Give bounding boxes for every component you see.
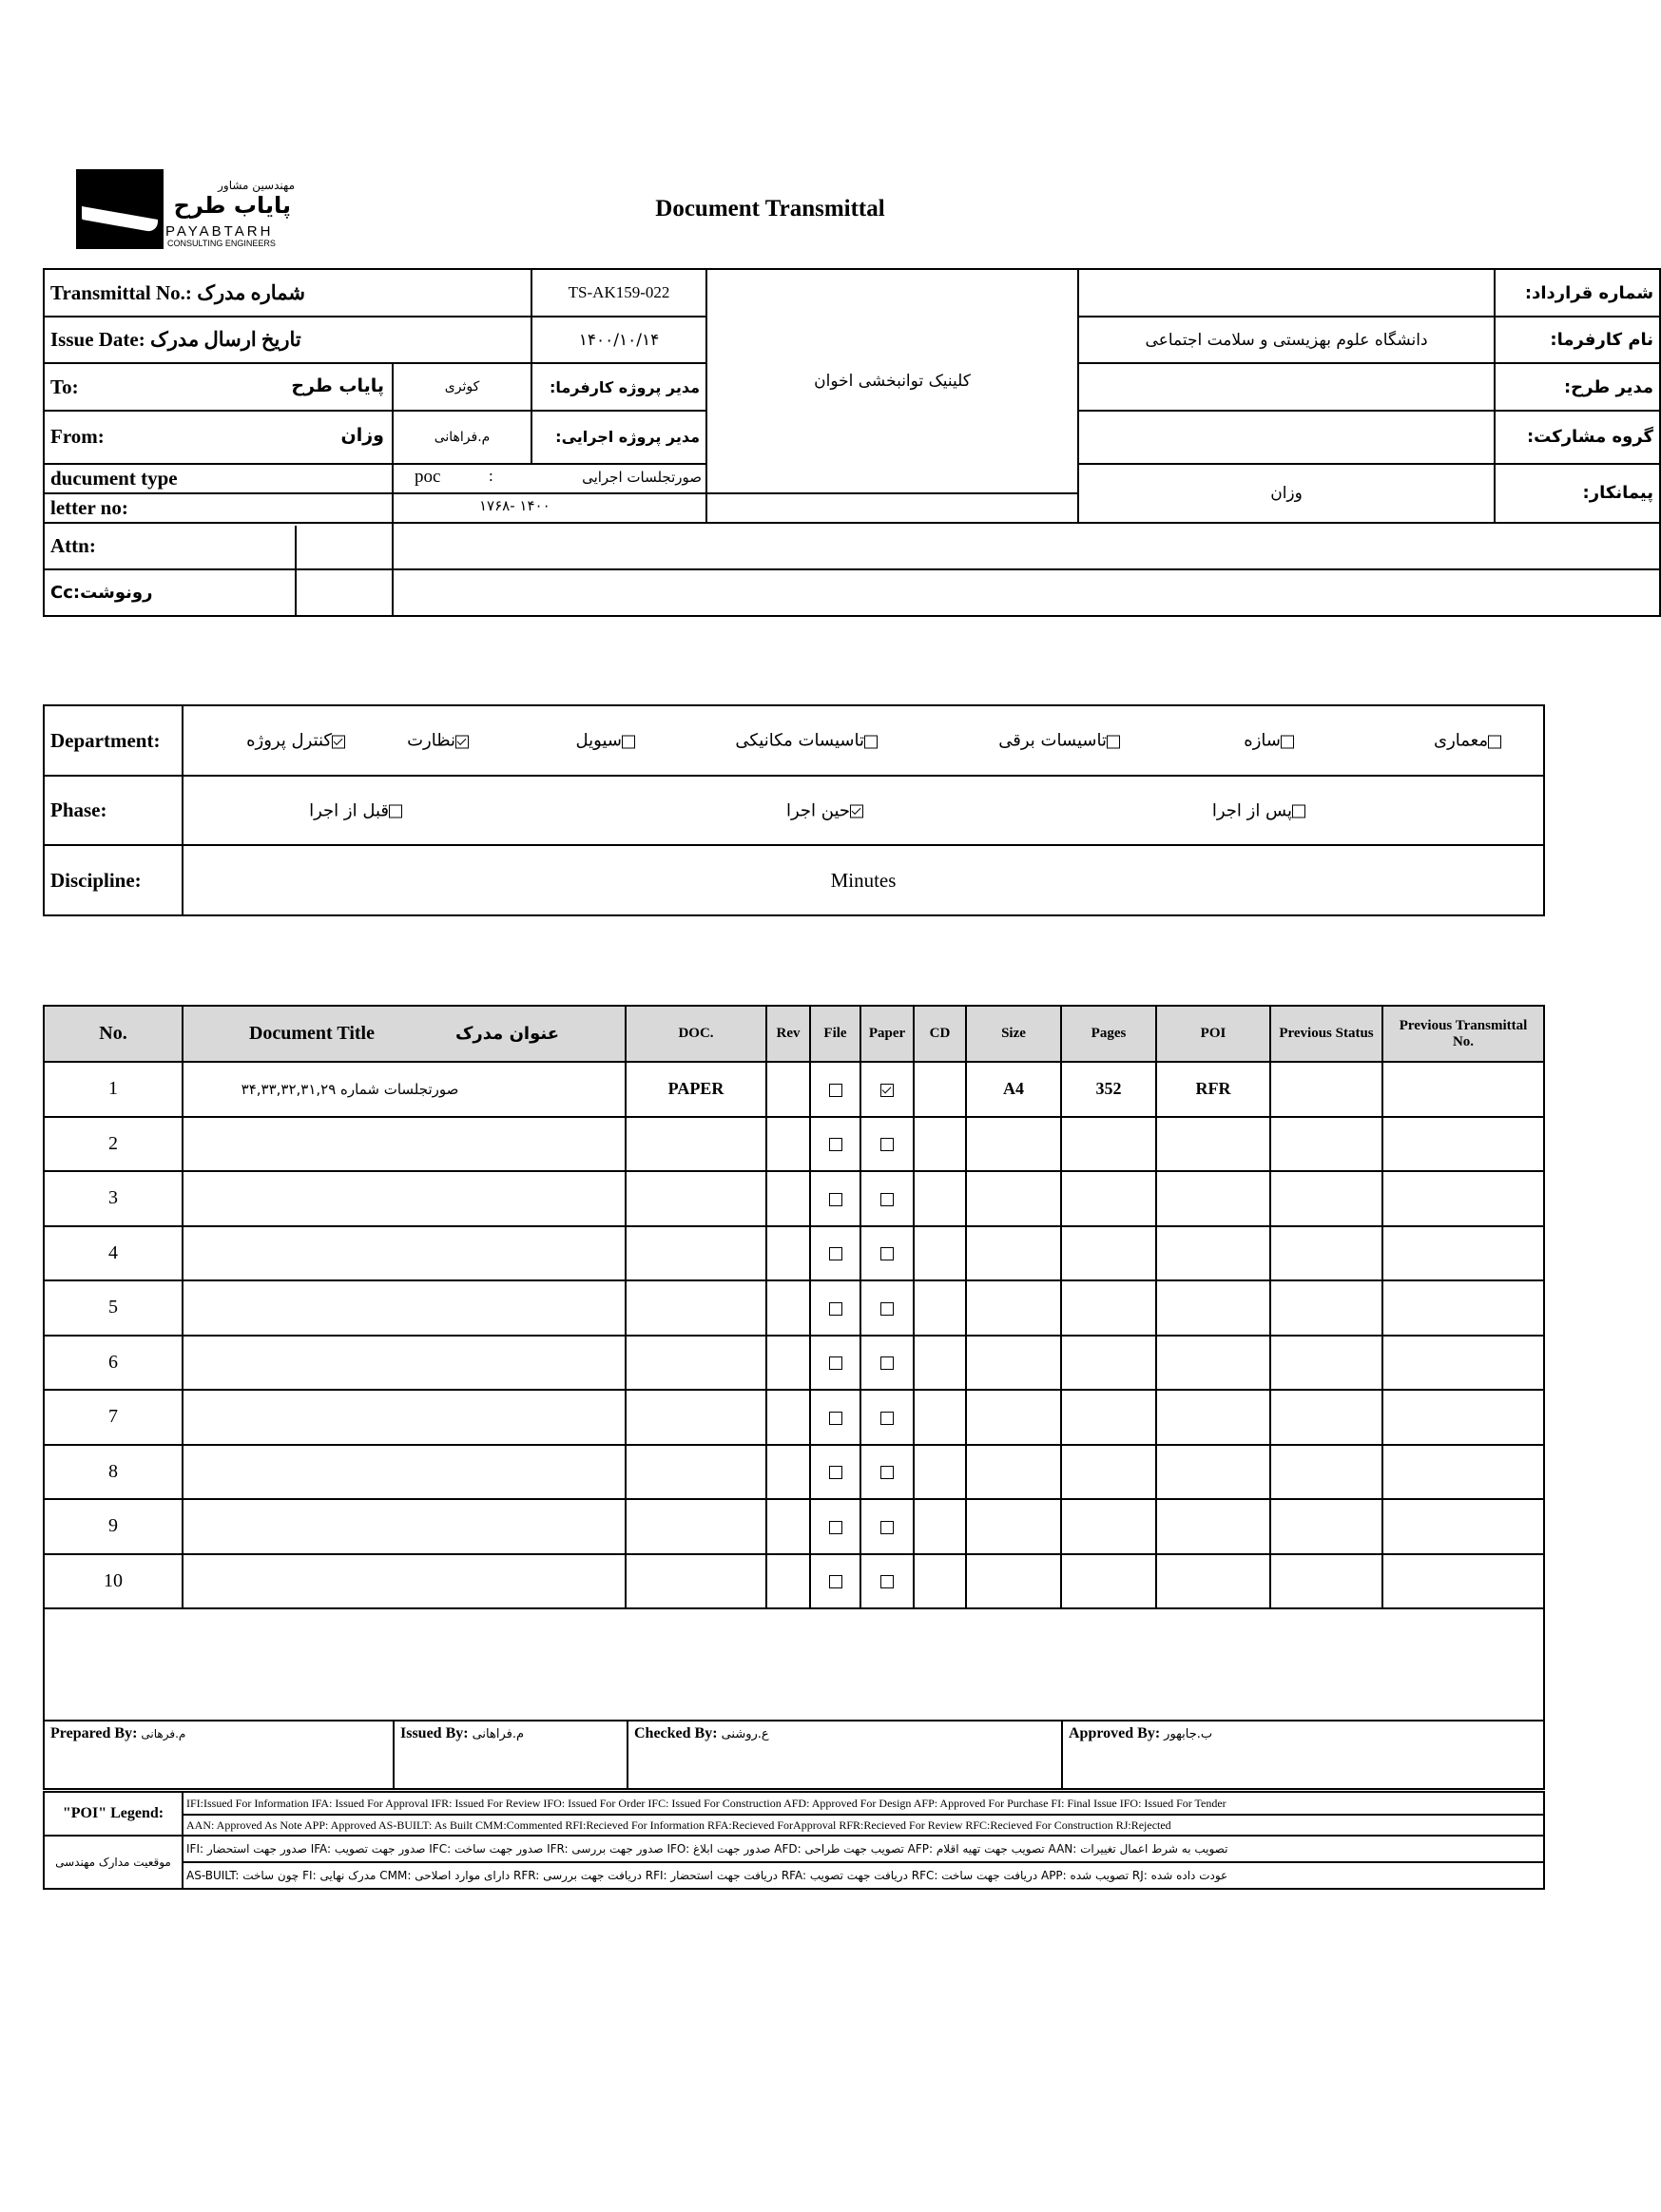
checkbox-icon[interactable]	[880, 1575, 894, 1588]
table-row	[44, 1336, 1544, 1391]
phase-option-label: حین اجرا	[785, 800, 850, 820]
row-rev	[766, 1280, 810, 1336]
department-label: Department:	[44, 705, 183, 776]
logo-mark-icon	[76, 169, 164, 249]
row-rev	[766, 1117, 810, 1172]
to-value: پایاب طرح	[291, 375, 384, 396]
row-cd	[914, 1499, 966, 1554]
col-paper: Paper	[860, 1006, 914, 1062]
row-size	[966, 1117, 1061, 1172]
row-no: 10	[44, 1554, 183, 1609]
row-poi	[1156, 1499, 1270, 1554]
row-file-cell	[810, 1390, 860, 1445]
checkbox-icon[interactable]	[850, 805, 863, 818]
checkbox-icon[interactable]	[880, 1412, 894, 1425]
table-row	[44, 1280, 1544, 1336]
design-manager-value	[1078, 363, 1495, 410]
table-row	[44, 1445, 1544, 1500]
department-option-label: تاسیسات برقی	[998, 730, 1107, 751]
row-pages	[1061, 1171, 1156, 1226]
row-file-cell	[810, 1499, 860, 1554]
row-no: 4	[44, 1226, 183, 1281]
row-pages	[1061, 1390, 1156, 1445]
col-size: Size	[966, 1006, 1061, 1062]
approved-by	[1062, 1721, 1544, 1789]
row-title	[183, 1445, 626, 1500]
letter-no-cell	[393, 493, 706, 523]
company-name-fa: پایاب طرح	[173, 192, 291, 219]
table-row	[44, 1062, 1544, 1117]
department-options	[183, 705, 1544, 776]
row-paper-cell	[860, 1445, 914, 1500]
approved-label: Approved By:	[1069, 1725, 1161, 1741]
table-row	[44, 1554, 1544, 1609]
table-row	[44, 1226, 1544, 1281]
phase-options	[183, 776, 1544, 845]
contract-no-value	[1078, 269, 1495, 317]
transmittal-no-value: TS-AK159-022	[531, 269, 706, 317]
checkbox-icon[interactable]	[880, 1302, 894, 1316]
row-title	[183, 1554, 626, 1609]
row-cd	[914, 1280, 966, 1336]
row-doc	[626, 1445, 766, 1500]
row-rev	[766, 1499, 810, 1554]
to-manager-label: مدیر پروژه کارفرما:	[531, 363, 706, 410]
row-prev-transmittal	[1382, 1499, 1544, 1554]
row-rev	[766, 1554, 810, 1609]
row-rev	[766, 1445, 810, 1500]
row-doc	[626, 1280, 766, 1336]
checkbox-icon[interactable]	[829, 1302, 842, 1316]
row-file-cell	[810, 1171, 860, 1226]
row-size	[966, 1226, 1061, 1281]
row-paper-cell	[860, 1336, 914, 1391]
issue-date-label: Issue Date: تاریخ ارسال مدرک	[44, 317, 531, 363]
phase-option[interactable]	[299, 800, 402, 820]
department-option-label: نظارت	[407, 730, 455, 751]
row-poi	[1156, 1336, 1270, 1391]
row-title	[183, 1226, 626, 1281]
row-size	[966, 1499, 1061, 1554]
col-cd: CD	[914, 1006, 966, 1062]
row-title	[183, 1390, 626, 1445]
checked-by	[628, 1721, 1062, 1789]
row-poi	[1156, 1117, 1270, 1172]
discipline-label: Discipline:	[44, 845, 183, 915]
row-title	[183, 1171, 626, 1226]
phase-label: Phase:	[44, 776, 183, 845]
phase-option[interactable]	[1203, 800, 1305, 820]
row-title	[183, 1117, 626, 1172]
row-doc: PAPER	[626, 1062, 766, 1117]
row-poi	[1156, 1171, 1270, 1226]
row-file-cell	[810, 1117, 860, 1172]
row-cd	[914, 1445, 966, 1500]
row-doc	[626, 1117, 766, 1172]
page-title: Document Transmittal	[655, 196, 885, 221]
col-doc: DOC.	[626, 1006, 766, 1062]
row-file-cell	[810, 1336, 860, 1391]
table-row	[44, 1117, 1544, 1172]
checkbox-icon[interactable]	[332, 735, 345, 748]
legend-line-1: IFI:Issued For Information IFA: Issued For Approval IFR: Issued For Review IFO: Issued For Order IFC: Issued For Construction AFD: Approved For Design AFP: Approved For Purchase FI: Final Issue IFO: Issued For Tender	[183, 1792, 1544, 1815]
row-paper-cell	[860, 1390, 914, 1445]
company-name-fa-top: مهندسین مشاور	[218, 179, 295, 192]
row-paper-cell	[860, 1226, 914, 1281]
contractor-label: پیمانکار:	[1495, 464, 1660, 523]
col-prev-status: Previous Status	[1270, 1006, 1382, 1062]
row-doc	[626, 1390, 766, 1445]
row-rev	[766, 1171, 810, 1226]
table-row	[44, 1390, 1544, 1445]
to-label: To:	[50, 375, 79, 398]
row-no: 2	[44, 1117, 183, 1172]
department-option[interactable]	[567, 731, 635, 751]
client-value: دانشگاه علوم بهزیستی و سلامت اجتماعی	[1078, 317, 1495, 363]
checkbox-icon[interactable]	[829, 1193, 842, 1206]
checkbox-icon[interactable]	[864, 735, 878, 748]
project-name: کلینیک توانبخشی اخوان	[706, 269, 1078, 493]
checkbox-icon[interactable]	[1107, 735, 1120, 748]
row-size	[966, 1390, 1061, 1445]
row-title	[183, 1499, 626, 1554]
row-prev-transmittal	[1382, 1554, 1544, 1609]
row-no: 7	[44, 1390, 183, 1445]
doc-type-code: poc	[415, 467, 441, 488]
checkbox-icon[interactable]	[829, 1356, 842, 1370]
department-option[interactable]	[725, 731, 878, 751]
row-doc	[626, 1226, 766, 1281]
col-no: No.	[44, 1006, 183, 1062]
row-prev-status	[1270, 1499, 1382, 1554]
row-prev-transmittal	[1382, 1226, 1544, 1281]
from-manager-label: مدیر پروژه اجرایی:	[531, 411, 706, 464]
checkbox-icon[interactable]	[455, 735, 469, 748]
attn-cover	[297, 528, 392, 615]
row-prev-status	[1270, 1336, 1382, 1391]
row-title	[183, 1336, 626, 1391]
classification-table	[43, 704, 1545, 916]
row-file-cell	[810, 1226, 860, 1281]
row-no: 3	[44, 1171, 183, 1226]
col-poi: POI	[1156, 1006, 1270, 1062]
col-title-fa: عنوان مدرک	[454, 1024, 560, 1044]
checkbox-icon[interactable]	[829, 1138, 842, 1151]
row-rev	[766, 1062, 810, 1117]
row-doc	[626, 1171, 766, 1226]
checkbox-icon[interactable]	[1488, 735, 1501, 748]
row-file-cell	[810, 1280, 860, 1336]
issued-by	[394, 1721, 628, 1789]
to-manager-value: کوثری	[393, 363, 531, 410]
prepared-label: Prepared By:	[50, 1725, 138, 1741]
row-prev-status	[1270, 1117, 1382, 1172]
row-no: 1	[44, 1062, 183, 1117]
checkbox-icon[interactable]	[829, 1084, 842, 1097]
checkbox-icon[interactable]	[622, 735, 635, 748]
row-rev	[766, 1390, 810, 1445]
transmittal-no-label: Transmittal No.: شماره مدرک	[44, 269, 531, 317]
row-pages	[1061, 1336, 1156, 1391]
row-prev-transmittal	[1382, 1062, 1544, 1117]
contract-no-label: شماره قرارداد:	[1495, 269, 1660, 317]
discipline-value: Minutes	[183, 845, 1544, 915]
checkbox-icon[interactable]	[880, 1247, 894, 1260]
doc-type-separator: :	[489, 467, 493, 486]
row-file-cell	[810, 1062, 860, 1117]
doc-type-value: صورتجلسات اجرایی	[582, 469, 703, 487]
row-cd	[914, 1117, 966, 1172]
row-cd	[914, 1390, 966, 1445]
row-pages	[1061, 1445, 1156, 1500]
row-paper-cell	[860, 1554, 914, 1609]
company-subtitle: CONSULTING ENGINEERS	[167, 239, 276, 248]
row-prev-status	[1270, 1171, 1382, 1226]
fa-legend-line-2: AS-BUILT: چون ساخت FI: مدرک نهایی CMM: دارای موارد اصلاحی RFR: دریافت جهت بررسی RFI: دریافت جهت استحضار RFA: دریافت جهت تصویب RFC: دریافت جهت ساخت APP: تصویب شده RJ: عودت داده شده	[183, 1862, 1544, 1889]
col-prev-transmittal: Previous Transmittal No.	[1382, 1006, 1544, 1062]
from-label: From:	[50, 425, 105, 449]
row-rev	[766, 1226, 810, 1281]
row-size	[966, 1554, 1061, 1609]
row-file-cell	[810, 1445, 860, 1500]
company-logo	[76, 169, 295, 250]
issued-value: م.فراهانی	[472, 1727, 525, 1741]
row-pages	[1061, 1226, 1156, 1281]
row-prev-transmittal	[1382, 1171, 1544, 1226]
poi-legend-label: "POI" Legend:	[44, 1792, 183, 1836]
checkbox-icon[interactable]	[1281, 735, 1294, 748]
fa-legend-line-1: IFI: صدور جهت استحضار IFA: صدور جهت تصویب IFC: صدور جهت ساخت IFR: صدور جهت بررسی IFO: صدور جهت ابلاغ AFD: تصویب جهت طراحی AFP: تصویب جهت تهیه اقلام AAN: تصویب به شرط اعمال تغییرات	[183, 1836, 1544, 1862]
department-option-label: سازه	[1244, 730, 1281, 751]
remarks-area	[44, 1608, 1544, 1721]
attn-value[interactable]	[393, 523, 1660, 569]
project-name-bottom	[706, 493, 1078, 523]
col-title	[183, 1006, 626, 1062]
cc-label: Cc:رونوشت	[50, 582, 153, 603]
row-poi	[1156, 1226, 1270, 1281]
checked-value: ع.روشنی	[721, 1727, 769, 1741]
row-size	[966, 1280, 1061, 1336]
from-value: وزان	[340, 425, 384, 447]
fa-legend-label: موقعیت مدارک مهندسی	[44, 1836, 183, 1889]
row-prev-status	[1270, 1280, 1382, 1336]
row-poi	[1156, 1554, 1270, 1609]
row-prev-transmittal	[1382, 1117, 1544, 1172]
row-no: 9	[44, 1499, 183, 1554]
department-option[interactable]	[397, 731, 469, 751]
row-paper-cell	[860, 1117, 914, 1172]
row-size	[966, 1336, 1061, 1391]
department-option-label: کنترل پروژه	[246, 730, 332, 751]
col-rev: Rev	[766, 1006, 810, 1062]
row-poi	[1156, 1445, 1270, 1500]
row-cd	[914, 1062, 966, 1117]
checkbox-icon[interactable]	[880, 1521, 894, 1534]
row-size	[966, 1171, 1061, 1226]
checked-label: Checked By:	[634, 1725, 718, 1741]
prepared-value: م.فرهانی	[141, 1727, 186, 1741]
checkbox-icon[interactable]	[389, 805, 402, 818]
row-prev-transmittal	[1382, 1280, 1544, 1336]
row-prev-status	[1270, 1445, 1382, 1500]
company-name-en: PAYABTARH	[165, 223, 274, 240]
issued-label: Issued By:	[400, 1725, 469, 1741]
row-paper-cell	[860, 1171, 914, 1226]
phase-option-label: پس از اجرا	[1211, 800, 1292, 820]
checkbox-icon[interactable]	[880, 1138, 894, 1151]
row-size	[966, 1445, 1061, 1500]
partnership-value	[1078, 411, 1495, 464]
table-row	[44, 1499, 1544, 1554]
checkbox-icon[interactable]	[829, 1575, 842, 1588]
phase-option-label: قبل از اجرا	[309, 800, 389, 820]
department-option-label: سیویل	[575, 730, 622, 751]
row-doc	[626, 1499, 766, 1554]
row-paper-cell	[860, 1062, 914, 1117]
row-poi	[1156, 1280, 1270, 1336]
letter-no-label: letter no:	[44, 493, 393, 523]
row-rev	[766, 1336, 810, 1391]
department-option-label: تاسیسات مکانیکی	[735, 730, 864, 751]
row-size: A4	[966, 1062, 1061, 1117]
doc-type-label: ducument type	[44, 464, 393, 493]
doc-type-cell	[393, 464, 706, 493]
row-prev-transmittal	[1382, 1445, 1544, 1500]
design-manager-label: مدیر طرح:	[1495, 363, 1660, 410]
issue-date-value: ۱۴۰۰/۱۰/۱۴	[531, 317, 706, 363]
documents-table	[43, 1005, 1545, 1609]
department-option-label: معماری	[1434, 730, 1488, 751]
checkbox-icon[interactable]	[1292, 805, 1305, 818]
row-pages	[1061, 1117, 1156, 1172]
phase-option[interactable]	[777, 800, 863, 820]
col-file: File	[810, 1006, 860, 1062]
from-cell	[44, 411, 393, 464]
row-prev-status	[1270, 1226, 1382, 1281]
col-title-en: Document Title	[248, 1023, 375, 1044]
checkbox-icon[interactable]	[880, 1356, 894, 1370]
row-cd	[914, 1171, 966, 1226]
row-poi: RFR	[1156, 1062, 1270, 1117]
row-prev-transmittal	[1382, 1390, 1544, 1445]
department-option[interactable]	[1424, 731, 1501, 751]
approved-value: ب.جابهور	[1164, 1727, 1213, 1741]
from-manager-value: م.فراهانی	[393, 411, 531, 464]
prepared-by	[44, 1721, 394, 1789]
row-no: 6	[44, 1336, 183, 1391]
checkbox-icon[interactable]	[880, 1084, 894, 1097]
row-paper-cell	[860, 1280, 914, 1336]
attn-label: Attn:	[50, 533, 96, 557]
contractor-value: وزان	[1078, 464, 1495, 523]
legend-line-2: AAN: Approved As Note APP: Approved AS-BUILT: As Built CMM:Commented RFI:Recieved For Information RFA:Recieved ForApproval RFR:Recieved For Review RFC:Recieved For Construction RJ:Rejected	[183, 1815, 1544, 1836]
checkbox-icon[interactable]	[829, 1412, 842, 1425]
row-file-cell	[810, 1554, 860, 1609]
row-paper-cell	[860, 1499, 914, 1554]
checkbox-icon[interactable]	[829, 1247, 842, 1260]
row-cd	[914, 1226, 966, 1281]
row-cd	[914, 1336, 966, 1391]
row-poi	[1156, 1390, 1270, 1445]
table-row	[44, 1171, 1544, 1226]
row-pages	[1061, 1280, 1156, 1336]
row-no: 8	[44, 1445, 183, 1500]
footer-table	[43, 1608, 1545, 1790]
row-prev-transmittal	[1382, 1336, 1544, 1391]
row-cd	[914, 1554, 966, 1609]
row-doc	[626, 1336, 766, 1391]
row-pages	[1061, 1554, 1156, 1609]
checkbox-icon[interactable]	[880, 1466, 894, 1479]
row-prev-status	[1270, 1062, 1382, 1117]
cc-value[interactable]	[393, 569, 1660, 616]
row-prev-status	[1270, 1554, 1382, 1609]
row-pages: 352	[1061, 1062, 1156, 1117]
letter-no-value: ۱۴۰۰ -۱۷۶۸	[479, 496, 550, 514]
checkbox-icon[interactable]	[829, 1466, 842, 1479]
to-cell	[44, 363, 393, 410]
row-title: صورتجلسات شماره ۳۴,۳۳,۳۲,۳۱,۲۹	[183, 1062, 626, 1117]
row-prev-status	[1270, 1390, 1382, 1445]
row-no: 5	[44, 1280, 183, 1336]
col-pages: Pages	[1061, 1006, 1156, 1062]
department-option[interactable]	[1234, 731, 1294, 751]
checkbox-icon[interactable]	[880, 1193, 894, 1206]
checkbox-icon[interactable]	[829, 1521, 842, 1534]
department-option[interactable]	[237, 731, 345, 751]
partnership-label: گروه مشارکت:	[1495, 411, 1660, 464]
row-pages	[1061, 1499, 1156, 1554]
legend-table	[43, 1791, 1545, 1890]
info-table	[43, 268, 1661, 617]
client-label: نام کارفرما:	[1495, 317, 1660, 363]
row-title	[183, 1280, 626, 1336]
department-option[interactable]	[989, 731, 1120, 751]
row-doc	[626, 1554, 766, 1609]
